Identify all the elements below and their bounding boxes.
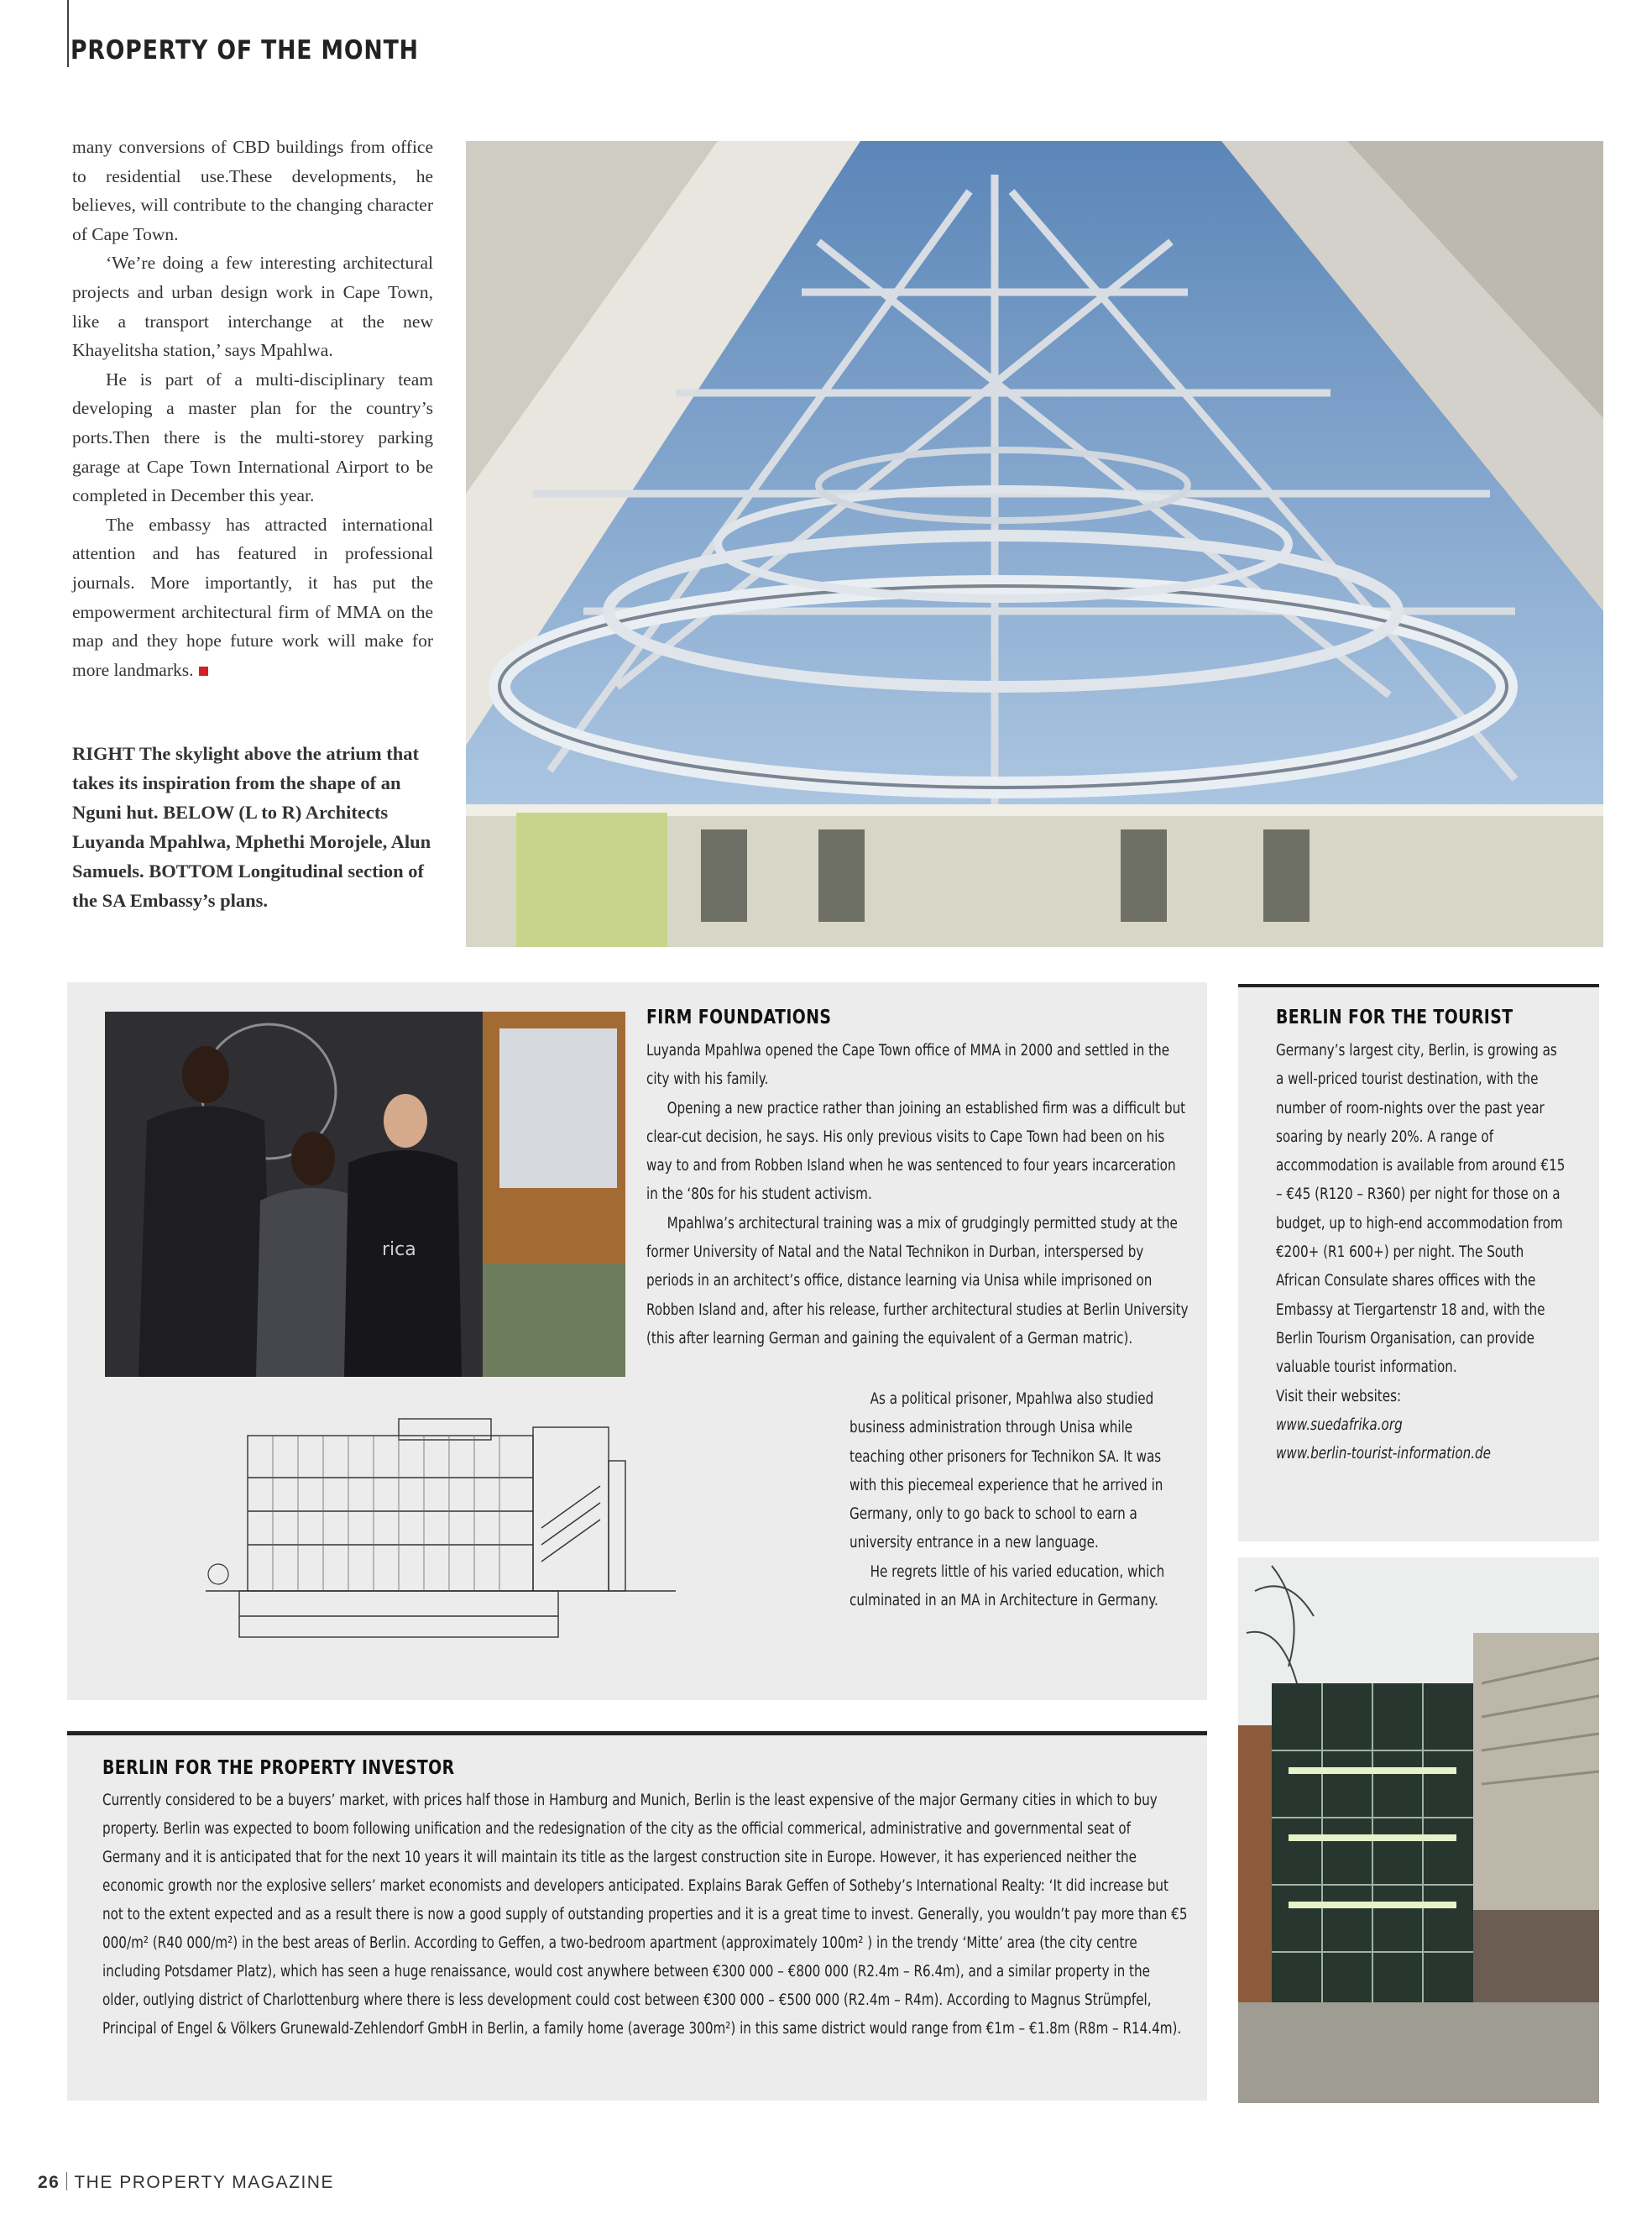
header-rule (67, 0, 69, 67)
intro-paragraph: He is part of a multi-disciplinary team developing a master plan for the country’s ports.Then there is the multi-storey parking garage at Cape Town International Airport to be completed in December this year. (72, 369, 433, 506)
firm-foundations-text-continued (850, 1385, 1184, 1615)
skylight-photo (466, 141, 1603, 947)
longitudinal-section-drawing (206, 1410, 676, 1646)
section-title: PROPERTY OF THE MONTH (71, 35, 419, 65)
photo-caption: RIGHT The skylight above the atrium that takes its inspiration from the shape of an Nguni hut. BELOW (L to R) Architects Luyanda Mpahlwa, Mphethi Morojele, Alun Samuels. BOTTOM Longitudinal section of the SA Embassy’s plans. (72, 743, 431, 911)
embassy-section-illustration (206, 1410, 676, 1646)
embassy-building-photo (1238, 1557, 1599, 2103)
footer-divider (66, 2172, 67, 2190)
websites-label: Visit their websites: (1276, 1387, 1402, 1405)
website-link[interactable]: www.berlin-tourist-information.de (1276, 1445, 1492, 1463)
investor-heading: BERLIN FOR THE PROPERTY INVESTOR (102, 1757, 455, 1779)
page-footer (38, 2172, 334, 2193)
firm-paragraph: As a political prisoner, Mpahlwa also studied business administration through Unisa while teaching other prisoners for Technikon SA. It was with this piecemeal experience that he arrived in Germany, only to go back to school to earn a university entrance in a new language. (850, 1390, 1163, 1552)
intro-paragraph-text: The embassy has attracted international attention and has featured in professional journals. More importantly, it has put the empowerment architectural firm of MMA on the map and they hope future work will make for more landmarks. (72, 514, 433, 680)
building-illustration (1238, 1557, 1599, 2103)
architects-group-photo (105, 1012, 625, 1377)
investor-text: Currently considered to be a buyers’ market, with prices half those in Hamburg and Munich, Berlin is the least expensive of the major Germany cities in which to buy property. Berlin was expected to boom following unification and the redesignation of the city as the official commerical, administrative and governmental seat of Germany and it is anticipated that for the next 10 years it will maintain its title as the largest construction site in Europe. However, it has experienced neither the economic growth nor the explosive sellers’ market economists and developers anticipated. Explains Barak Geffen of Sotheby’s International Realty: ‘It did increase but not to the extent expected and as a result there is now a good supply of outstanding properties and it is a great time to invest. Generally, you wouldn’t pay more than €5 000/m² (R40 000/m²) in the best areas of Berlin. According to Geffen, a two-bedroom apartment (approximately 100m² ) in the trendy ‘Mitte’ area (the city centre including Potsdamer Platz), which has seen a huge renaissance, would cost anywhere between €300 000 – €800 000 (R2.4m – R6.4m), and a similar property in the older, outlying district of Charlottenburg where there is less development could cost between €300 000 – €500 000 (R2.4m – R4m). According to Magnus Strümpfel, Principal of Engel & Völkers Grunewald-Zehlendorf GmbH in Berlin, a family home (average 300m²) in this same district would range from €1m – €1.8m (R8m – R14.4m). (102, 1792, 1188, 2038)
firm-paragraph: He regrets little of his varied education, which culminated in an MA in Architecture in Germany. (850, 1562, 1165, 1610)
tourist-text (1276, 1037, 1565, 1468)
intro-paragraph: many conversions of CBD buildings from office to residential use.These developments, he believes, will contribute to the changing character of Cape Town. (72, 137, 433, 244)
photo-sign-text: rica (382, 1239, 416, 1260)
end-of-article-mark (199, 667, 208, 676)
firm-paragraph: Mpahlwa’s architectural training was a mix of grudgingly permitted study at the former University of Natal and the Natal Technikon in Durban, interspersed by periods in an architect’s office, distance learning via Unisa while imprisoned on Robben Island and, after his release, further architectural studies at Berlin University (this after learning German and gaining the equivalent of a German matric). (646, 1214, 1189, 1347)
tourist-heading: BERLIN FOR THE TOURIST (1276, 1007, 1513, 1028)
intro-column (72, 133, 433, 684)
firm-foundations-heading: FIRM FOUNDATIONS (646, 1007, 832, 1028)
tourist-body: Germany’s largest city, Berlin, is growing as a well-priced tourist destination, with the number of room-nights over the past year soaring by nearly 20%. A range of accommodation is available from around €15 – €45 (R120 – R360) per night for those on a budget, up to high-end accommodation from €200+ (R1 600+) per night. The South African Consulate shares offices with the Embassy at Tiergartenstr 18 and, with the Berlin Tourism Organisation, can provide valuable tourist information. (1276, 1042, 1566, 1377)
magazine-name: THE PROPERTY MAGAZINE (74, 2173, 334, 2192)
intro-paragraph: ‘We’re doing a few interesting architectural projects and urban design work in Cape Town, like a transport interchange at the new Khayelitsha station,’ says Mpahlwa. (72, 253, 433, 361)
firm-paragraph: Opening a new practice rather than joining an established firm was a difficult but clear-cut decision, he says. His only previous visits to Cape Town had been on his way to and from Robben Island when he was sentenced to four years incarceration in the ‘80s for his student activism. (646, 1099, 1186, 1204)
skylight-illustration (466, 141, 1603, 947)
page-number: 26 (38, 2173, 60, 2192)
architects-illustration (105, 1012, 625, 1377)
firm-paragraph: Luyanda Mpahlwa opened the Cape Town office of MMA in 2000 and settled in the city with his family. (646, 1042, 1170, 1089)
firm-foundations-text (646, 1037, 1190, 1353)
intro-paragraph (72, 510, 433, 685)
website-link[interactable]: www.suedafrika.org (1276, 1415, 1403, 1434)
